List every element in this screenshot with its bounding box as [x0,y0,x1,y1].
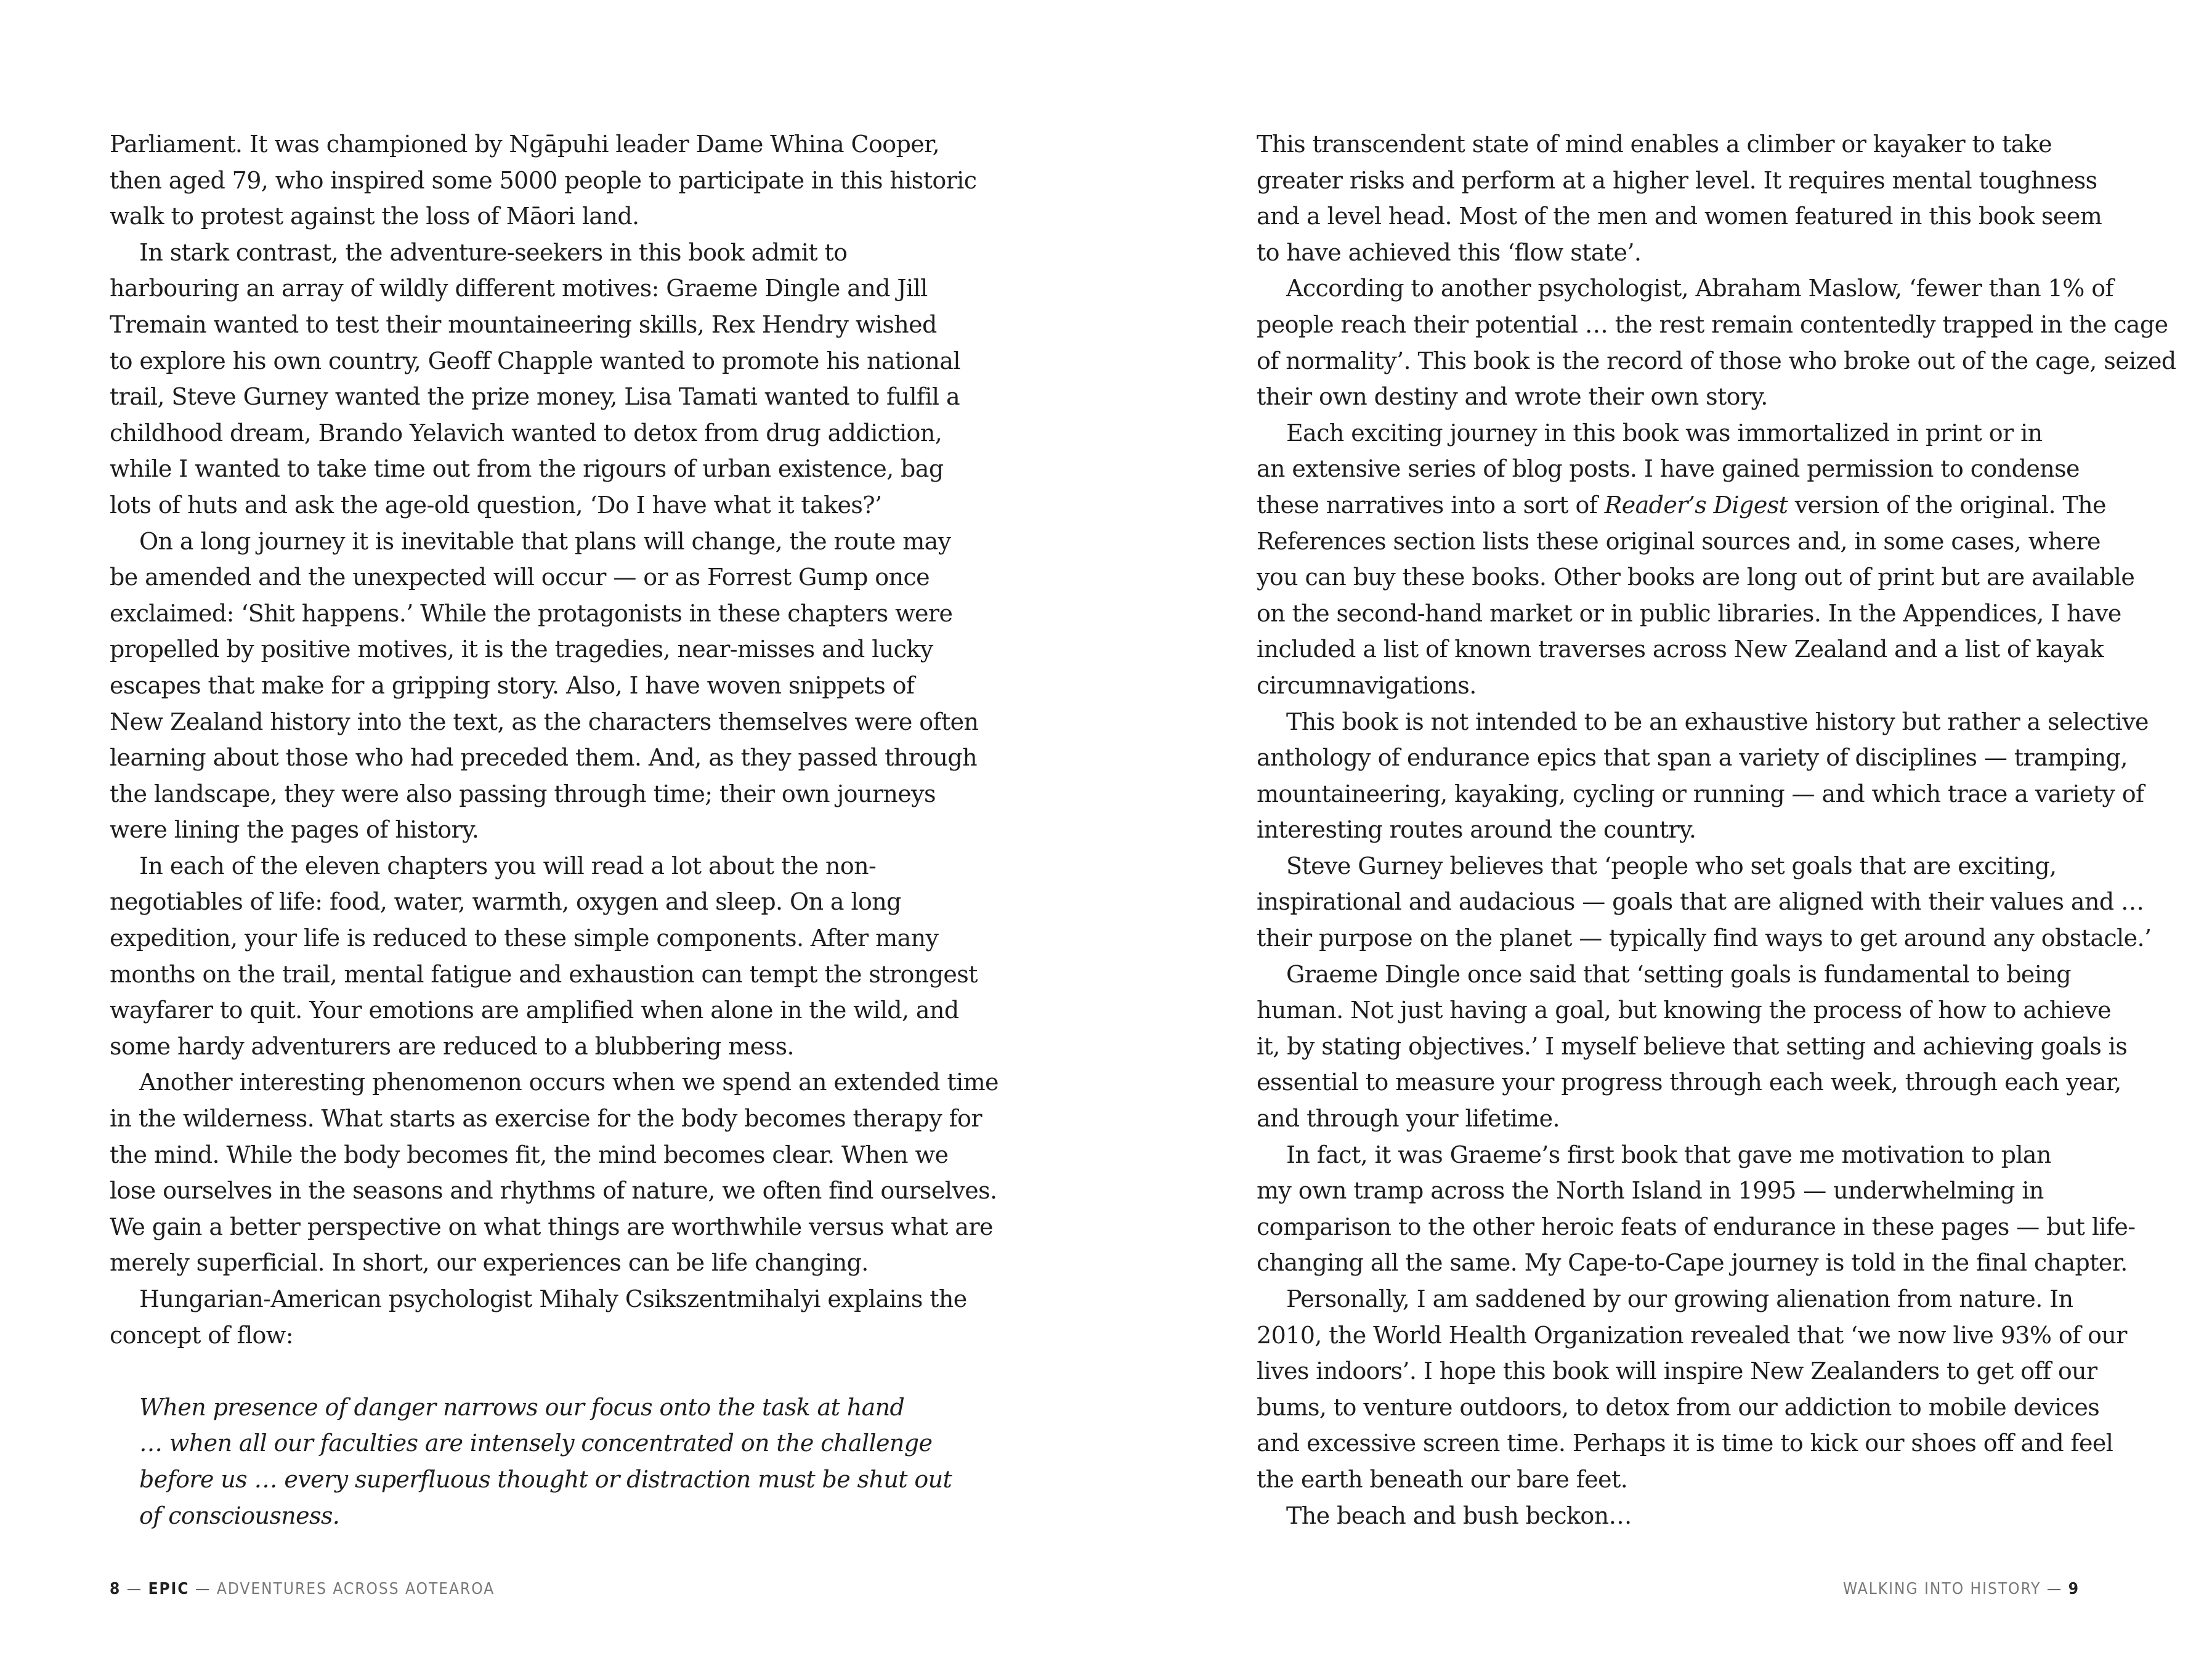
text-line: expedition, your life is reduced to these simple components. After many [110,924,939,952]
text-line: and excessive screen time. Perhaps it is time to kick our shoes off and feel [1257,1429,2113,1457]
right-page [1106,0,2212,1666]
paragraph-first-line: Graeme Dingle once said that ‘setting goals is fundamental to being [1286,960,2071,988]
text-line: on the second-hand market or in public libraries. In the Appendices, I have [1257,599,2121,627]
paragraph-first-line: Personally, I am saddened by our growing alienation from nature. In [1286,1285,2073,1312]
text-line: changing all the same. My Cape-to-Cape journey is told in the final chapter. [1257,1249,2128,1277]
text-line: lose ourselves in the seasons and rhythms of nature, we often find ourselves. [110,1177,997,1205]
text-line: learning about those who had preceded them. And, as they passed through [110,744,977,772]
left-page-body-text [110,126,999,1534]
text-line: to have achieved this ‘flow state’. [1257,238,1642,266]
book-title: EPIC [148,1580,190,1598]
text-line: some hardy adventurers are reduced to a blubbering mess. [110,1032,794,1060]
text-line: months on the trail, mental fatigue and exhaustion can tempt the strongest [110,960,978,988]
text-line: while I wanted to take time out from the rigours of urban existence, bag [110,455,944,483]
paragraph-first-line: In stark contrast, the adventure-seekers in this book admit to [139,238,848,266]
text-line: interesting routes around the country. [1257,816,1696,844]
blockquote-line: before us … every superfluous thought or distraction must be shut out [139,1465,952,1493]
text-line: it, by stating objectives.’ I myself believe that setting and achieving goals is [1257,1032,2128,1060]
text-line: exclaimed: ‘Shit happens.’ While the protagonists in these chapters were [110,599,953,627]
page-number-right: 9 [2068,1580,2080,1598]
right-page-footer [1843,1580,2080,1598]
text-line: greater risks and perform at a higher level. It requires mental toughness [1257,166,2097,194]
text-line: my own tramp across the North Island in 1995 — underwhelming in [1257,1177,2044,1205]
blockquote-line: When presence of danger narrows our focus onto the task at hand [139,1393,905,1421]
text-line: lots of huts and ask the age-old question, ‘Do I have what it takes?’ [110,491,882,519]
text-line: escapes that make for a gripping story. Also, I have woven snippets of [110,671,915,699]
text-line: the landscape, they were also passing through time; their own journeys [110,780,936,807]
text-line: in the wilderness. What starts as exercise for the body becomes therapy for [110,1105,982,1133]
text-line: wayfarer to quit. Your emotions are amplified when alone in the wild, and [110,997,959,1024]
text-line: were lining the pages of history. [110,816,479,844]
text-line: References section lists these original sources and, in some cases, where [1257,527,2101,555]
text-line: 2010, the World Health Organization revealed that ‘we now live 93% of our [1257,1321,2127,1349]
chapter-title: WALKING INTO HISTORY [1843,1580,2041,1598]
text-line: harbouring an array of wildly different motives: Graeme Dingle and Jill [110,275,928,302]
text-run: these narratives into a sort of [1257,491,1605,519]
text-line: This transcendent state of mind enables a climber or kayaker to take [1257,131,2052,158]
left-page-footer [110,1580,495,1598]
text-line: Tremain wanted to test their mountaineering skills, Rex Hendry wished [110,310,937,338]
text-line: We gain a better perspective on what things are worthwhile versus what are [110,1213,993,1240]
italic-title: Reader’s Digest [1604,491,1788,519]
text-line: then aged 79, who inspired some 5000 people to participate in this historic [110,166,977,194]
paragraph-first-line: Each exciting journey in this book was immortalized in print or in [1286,419,2043,447]
text-line: concept of flow: [110,1321,293,1349]
text-line: negotiables of life: food, water, warmth, oxygen and sleep. On a long [110,888,901,916]
text-line: circumnavigations. [1257,671,1477,699]
blockquote-spacer [110,1353,972,1389]
text-run: version of the original. The [1788,491,2106,519]
text-line: and through your lifetime. [1257,1105,1560,1133]
text-line: of normality’. This book is the record of those who broke out of the cage, seized [1257,347,2176,374]
text-line: trail, Steve Gurney wanted the prize money, Lisa Tamati wanted to fulfil a [110,383,960,411]
text-line: people reach their potential … the rest remain contentedly trapped in the cage [1257,310,2168,338]
book-subtitle: ADVENTURES ACROSS AOTEAROA [216,1580,495,1598]
text-line: you can buy these books. Other books are long out of print but are available [1257,564,2135,591]
text-line: be amended and the unexpected will occur — or as Forrest Gump once [110,564,930,591]
footer-separator: — [126,1580,143,1598]
text-line: their purpose on the planet — typically find ways to get around any obstacle.’ [1257,924,2152,952]
text-line: childhood dream, Brando Yelavich wanted to detox from drug addiction, [110,419,942,447]
text-line: an extensive series of blog posts. I have gained permission to condense [1257,455,2080,483]
text-line: New Zealand history into the text, as the characters themselves were often [110,708,979,735]
text-line: comparison to the other heroic feats of endurance in these pages — but life- [1257,1213,2136,1240]
text-line: human. Not just having a goal, but knowing the process of how to achieve [1257,997,2112,1024]
text-line: walk to protest against the loss of Māori land. [110,203,639,230]
text-line: anthology of endurance epics that span a variety of disciplines — tramping, [1257,744,2128,772]
blockquote-line: … when all our faculties are intensely concentrated on the challenge [139,1429,933,1457]
right-page-body-text [1257,126,2176,1534]
text-line: propelled by positive motives, it is the tragedies, near-misses and lucky [110,636,933,663]
footer-separator: — [2046,1580,2063,1598]
paragraph-first-line: This book is not intended to be an exhaustive history but rather a selective [1286,708,2149,735]
paragraph-first-line: In each of the eleven chapters you will read a lot about the non- [139,852,877,880]
paragraph-first-line: Steve Gurney believes that ‘people who set goals that are exciting, [1286,852,2057,880]
text-line: mountaineering, kayaking, cycling or running — and which trace a variety of [1257,780,2144,807]
text-line: to explore his own country, Geoff Chapple wanted to promote his national [110,347,960,374]
text-line: Parliament. It was championed by Ngāpuhi leader Dame Whina Cooper, [110,131,940,158]
paragraph-first-line: Hungarian-American psychologist Mihaly Csikszentmihalyi explains the [139,1285,967,1312]
text-line: the earth beneath our bare feet. [1257,1465,1628,1493]
text-line: lives indoors’. I hope this book will inspire New Zealanders to get off our [1257,1357,2097,1385]
text-line: bums, to venture outdoors, to detox from our addiction to mobile devices [1257,1393,2100,1421]
page-number-left: 8 [110,1580,121,1598]
paragraph-first-line: According to another psychologist, Abraham Maslow, ‘fewer than 1% of [1286,275,2113,302]
blockquote-line: of consciousness. [139,1502,340,1529]
text-line: merely superficial. In short, our experiences can be life changing. [110,1249,869,1277]
paragraph-first-line: On a long journey it is inevitable that plans will change, the route may [139,527,951,555]
paragraph-first-line: In fact, it was Graeme’s first book that gave me motivation to plan [1286,1141,2051,1168]
text-line: essential to measure your progress through each week, through each year, [1257,1069,2121,1096]
text-line: included a list of known traverses across New Zealand and a list of kayak [1257,636,2104,663]
text-line: the mind. While the body becomes fit, the mind becomes clear. When we [110,1141,949,1168]
footer-separator: — [195,1580,211,1598]
paragraph-first-line: Another interesting phenomenon occurs when we spend an extended time [139,1069,999,1096]
text-line: their own destiny and wrote their own story. [1257,383,1768,411]
text-line: inspirational and audacious — goals that are aligned with their values and … [1257,888,2144,916]
paragraph-first-line: The beach and bush beckon… [1286,1502,1632,1529]
text-line [1257,487,2119,524]
text-line: and a level head. Most of the men and women featured in this book seem [1257,203,2102,230]
blockquote [110,1389,972,1534]
